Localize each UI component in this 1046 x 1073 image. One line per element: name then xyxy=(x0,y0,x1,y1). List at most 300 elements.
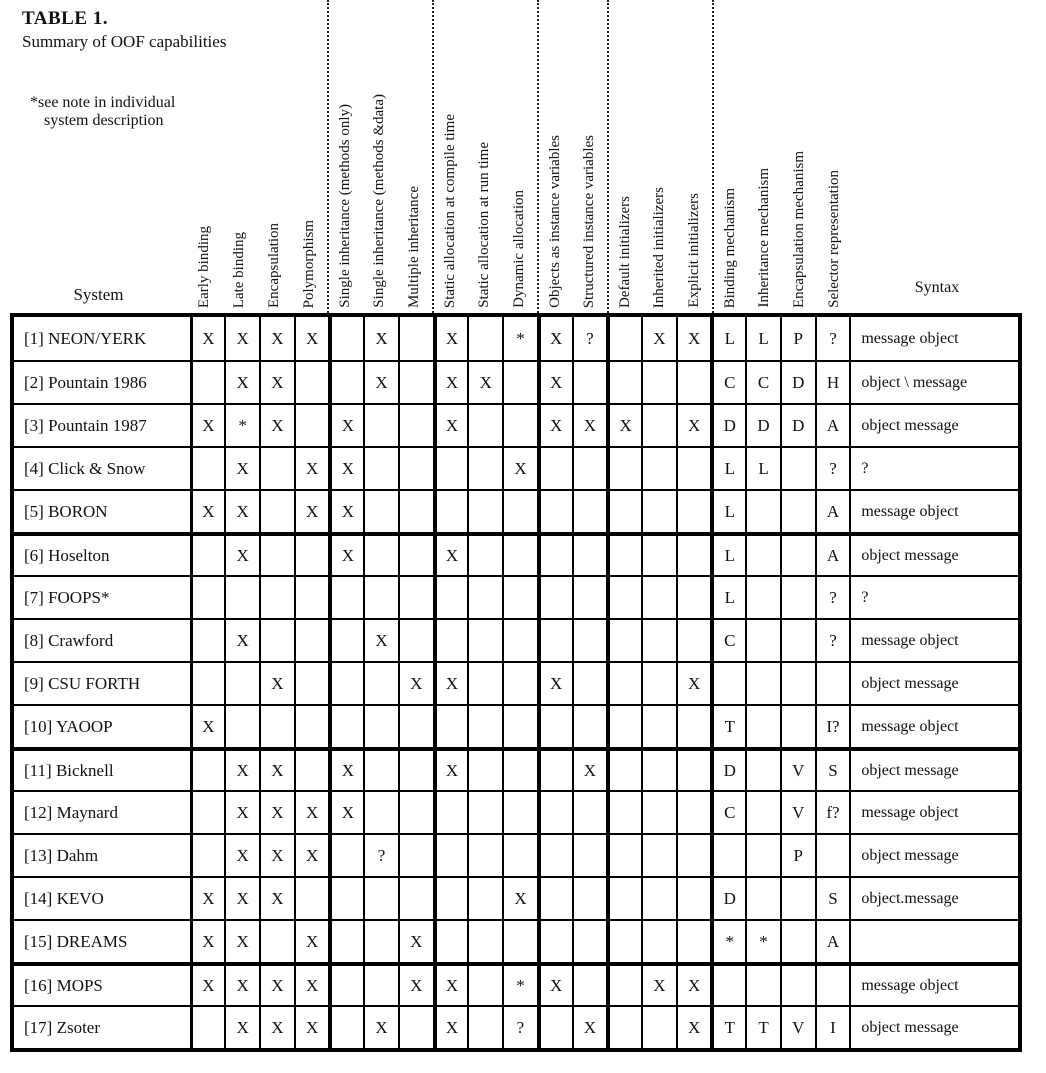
capability-cell xyxy=(502,706,537,747)
capability-cell xyxy=(328,706,363,747)
capability-cell: X xyxy=(572,1007,607,1048)
capability-cell xyxy=(328,362,363,403)
capability-cell: X xyxy=(676,405,711,446)
rotated-column-header xyxy=(572,0,607,313)
capability-cell xyxy=(780,663,815,704)
capability-cell xyxy=(780,577,815,618)
capability-cell xyxy=(467,1007,502,1048)
capability-cell xyxy=(467,966,502,1005)
system-name-cell: [14] KEVO xyxy=(24,888,104,908)
capability-cell xyxy=(606,362,641,403)
rotated-column-header-label: Binding mechanism xyxy=(722,187,738,308)
capability-cell: X xyxy=(676,966,711,1005)
capability-cell xyxy=(537,577,572,618)
capability-cell xyxy=(190,751,225,790)
capability-cell xyxy=(502,921,537,962)
capability-cell xyxy=(641,835,676,876)
capability-cell: X xyxy=(676,317,711,360)
syntax-cell: object message xyxy=(849,663,1018,704)
column-header-row xyxy=(10,0,1022,313)
capability-cell: D xyxy=(780,362,815,403)
rotated-column-header xyxy=(817,0,852,313)
capability-cell xyxy=(710,966,745,1005)
capability-cell xyxy=(572,792,607,833)
capability-cell: T xyxy=(745,1007,780,1048)
capability-cell: X xyxy=(572,751,607,790)
capability-cell xyxy=(467,835,502,876)
table-row xyxy=(14,489,1018,532)
system-name-cell: [7] FOOPS* xyxy=(24,587,110,607)
capability-cell: X xyxy=(328,792,363,833)
capability-cell xyxy=(641,706,676,747)
rotated-column-header-label: Dynamic allocation xyxy=(511,190,527,308)
capability-cell xyxy=(606,921,641,962)
syntax-cell: object message xyxy=(849,751,1018,790)
syntax-cell: object message xyxy=(849,536,1018,575)
capability-cell xyxy=(780,448,815,489)
syntax-cell: object.message xyxy=(849,878,1018,919)
capability-cell xyxy=(259,448,294,489)
capability-cell xyxy=(433,448,468,489)
capability-cell: L xyxy=(745,317,780,360)
capability-cell xyxy=(676,577,711,618)
capability-cell xyxy=(641,1007,676,1048)
capability-cell xyxy=(467,921,502,962)
capability-cell: T xyxy=(710,706,745,747)
capability-cell: X xyxy=(259,792,294,833)
capability-cell: X xyxy=(363,620,398,661)
capability-cell: X xyxy=(433,536,468,575)
system-name-cell: [17] Zsoter xyxy=(24,1017,101,1037)
system-name-cell: [8] Crawford xyxy=(24,630,114,650)
capability-cell: X xyxy=(328,751,363,790)
capability-cell xyxy=(572,706,607,747)
rotated-column-header xyxy=(502,0,537,313)
capability-cell xyxy=(467,491,502,532)
capability-cell xyxy=(363,536,398,575)
capability-cell xyxy=(745,835,780,876)
capability-cell: X xyxy=(224,751,259,790)
capability-cell: X xyxy=(537,362,572,403)
capability-cell xyxy=(780,620,815,661)
capability-cell xyxy=(641,878,676,919)
capability-cell xyxy=(328,620,363,661)
capability-cell: A xyxy=(815,491,850,532)
capability-cell xyxy=(224,663,259,704)
capability-cell: X xyxy=(259,751,294,790)
capability-cell xyxy=(398,706,433,747)
rotated-column-header xyxy=(642,0,677,313)
capability-cell xyxy=(190,792,225,833)
table-row xyxy=(14,618,1018,661)
capability-cell xyxy=(328,966,363,1005)
rotated-column-header xyxy=(292,0,327,313)
capability-cell: A xyxy=(815,405,850,446)
rotated-column-header-label: Objects as instance variables xyxy=(547,135,563,308)
capability-cell xyxy=(467,706,502,747)
capability-cell: X xyxy=(190,491,225,532)
capability-cell xyxy=(606,878,641,919)
capability-cell: X xyxy=(641,317,676,360)
capability-cell: X xyxy=(398,966,433,1005)
capability-cell xyxy=(294,536,329,575)
capability-cell xyxy=(676,835,711,876)
capability-cell: ? xyxy=(815,577,850,618)
capability-cell: X xyxy=(294,835,329,876)
capability-cell xyxy=(606,663,641,704)
capability-cell: C xyxy=(710,620,745,661)
capability-cell xyxy=(710,663,745,704)
capability-cell xyxy=(815,835,850,876)
capability-cell: X xyxy=(294,491,329,532)
capability-cell: V xyxy=(780,751,815,790)
capability-cell: X xyxy=(294,921,329,962)
table-title: TABLE 1. xyxy=(22,8,109,29)
capability-cell xyxy=(467,448,502,489)
capability-cell xyxy=(676,536,711,575)
capability-cell: X xyxy=(572,405,607,446)
capability-cell xyxy=(780,921,815,962)
capability-cell xyxy=(363,577,398,618)
rotated-column-header xyxy=(362,0,397,313)
capability-cell xyxy=(537,1007,572,1048)
capability-cell: X xyxy=(433,751,468,790)
capability-cell: X xyxy=(294,317,329,360)
capability-cell: X xyxy=(190,405,225,446)
capability-cell xyxy=(502,835,537,876)
table-row xyxy=(14,317,1018,360)
capability-cell: D xyxy=(710,878,745,919)
capability-cell xyxy=(190,663,225,704)
capability-cell: * xyxy=(502,966,537,1005)
table-row xyxy=(14,919,1018,962)
capability-cell xyxy=(502,792,537,833)
table-row xyxy=(14,446,1018,489)
capability-cell: V xyxy=(780,1007,815,1048)
capability-cell: ? xyxy=(815,620,850,661)
capability-cell xyxy=(606,491,641,532)
capability-cell: X xyxy=(259,317,294,360)
capability-cell: X xyxy=(398,921,433,962)
capability-cell xyxy=(502,663,537,704)
capability-cell xyxy=(780,966,815,1005)
capability-cell xyxy=(641,448,676,489)
capability-cell xyxy=(537,751,572,790)
capability-cell xyxy=(328,317,363,360)
capability-cell: X xyxy=(537,405,572,446)
capability-cell xyxy=(537,921,572,962)
capability-cell xyxy=(641,792,676,833)
capability-cell xyxy=(780,536,815,575)
system-name-cell: [13] Dahm xyxy=(24,845,99,865)
syntax-cell: ? xyxy=(849,577,1018,618)
capability-cell xyxy=(467,620,502,661)
capability-cell xyxy=(190,1007,225,1048)
capability-cell: L xyxy=(710,317,745,360)
capability-cell xyxy=(467,405,502,446)
syntax-cell: message object xyxy=(849,491,1018,532)
capability-cell xyxy=(224,577,259,618)
system-name-cell: [5] BORON xyxy=(24,501,108,521)
capability-cell: I xyxy=(815,1007,850,1048)
rotated-column-header-label: Explicit initializers xyxy=(686,193,702,308)
capability-cell: I? xyxy=(815,706,850,747)
table-row xyxy=(14,360,1018,403)
capability-cell: X xyxy=(224,448,259,489)
rotated-column-header xyxy=(677,0,712,313)
capability-cell xyxy=(641,620,676,661)
capability-cell xyxy=(190,620,225,661)
syntax-cell: object message xyxy=(849,1007,1018,1048)
capability-cell: X xyxy=(398,663,433,704)
capability-cell xyxy=(224,706,259,747)
capability-cell: ? xyxy=(815,448,850,489)
capability-cell xyxy=(572,362,607,403)
table-row xyxy=(14,790,1018,833)
capability-cell: X xyxy=(294,966,329,1005)
capability-cell: X xyxy=(294,448,329,489)
capability-cell xyxy=(572,921,607,962)
capability-cell xyxy=(606,448,641,489)
capability-cell: X xyxy=(502,448,537,489)
capability-cell xyxy=(259,921,294,962)
capability-cell xyxy=(641,751,676,790)
capability-cell xyxy=(259,706,294,747)
system-column-header: System xyxy=(73,285,124,304)
table-row xyxy=(14,962,1018,1005)
capability-cell: D xyxy=(710,405,745,446)
capability-cell: X xyxy=(294,792,329,833)
capability-cell xyxy=(363,792,398,833)
capability-cell: X xyxy=(190,317,225,360)
capability-cell xyxy=(433,620,468,661)
capability-cell xyxy=(433,706,468,747)
rotated-column-header xyxy=(747,0,782,313)
capability-cell xyxy=(745,706,780,747)
syntax-cell: message object xyxy=(849,317,1018,360)
capability-cell: L xyxy=(710,536,745,575)
rotated-column-header-label: Structured instance variables xyxy=(581,134,597,308)
capability-cell xyxy=(363,921,398,962)
capability-cell xyxy=(537,448,572,489)
rotated-column-header-label: Early binding xyxy=(196,225,212,308)
capability-cell: X xyxy=(259,966,294,1005)
system-name-cell: [12] Maynard xyxy=(24,802,118,822)
capability-cell: * xyxy=(745,921,780,962)
table-row xyxy=(14,1005,1018,1048)
capability-cell xyxy=(572,878,607,919)
capability-cell: P xyxy=(780,317,815,360)
capability-cell xyxy=(398,620,433,661)
syntax-cell: ? xyxy=(849,448,1018,489)
capability-cell: X xyxy=(433,966,468,1005)
capability-cell xyxy=(328,835,363,876)
capability-cell xyxy=(398,751,433,790)
system-name-cell: [2] Pountain 1986 xyxy=(24,372,147,392)
capability-cell xyxy=(398,792,433,833)
capability-cell xyxy=(780,878,815,919)
rotated-column-header-label: Encapsulation xyxy=(266,223,282,308)
capability-cell xyxy=(537,835,572,876)
capability-cell xyxy=(398,1007,433,1048)
capability-cell: X xyxy=(433,362,468,403)
capability-cell: X xyxy=(328,536,363,575)
capability-cell: L xyxy=(745,448,780,489)
capability-cell xyxy=(398,536,433,575)
capability-cell xyxy=(641,536,676,575)
capability-cell: ? xyxy=(572,317,607,360)
syntax-column-header: Syntax xyxy=(914,279,960,296)
capability-cell xyxy=(572,620,607,661)
capability-cell: D xyxy=(745,405,780,446)
table-row xyxy=(14,661,1018,704)
syntax-cell: object message xyxy=(849,405,1018,446)
rotated-column-header xyxy=(187,0,222,313)
capabilities-table xyxy=(10,313,1022,1052)
capability-cell xyxy=(294,405,329,446)
capability-cell: X xyxy=(363,362,398,403)
rotated-column-header-label: Selector representation xyxy=(826,170,842,308)
table-row xyxy=(14,747,1018,790)
capability-cell xyxy=(606,536,641,575)
capability-cell: * xyxy=(224,405,259,446)
capability-cell: L xyxy=(710,577,745,618)
capability-cell: X xyxy=(328,491,363,532)
capability-cell xyxy=(190,448,225,489)
capability-cell xyxy=(676,491,711,532)
capability-cell: X xyxy=(641,966,676,1005)
capability-cell: C xyxy=(745,362,780,403)
capability-cell xyxy=(363,663,398,704)
capability-cell: A xyxy=(815,921,850,962)
capability-cell xyxy=(745,878,780,919)
capability-cell xyxy=(363,966,398,1005)
capability-cell xyxy=(537,620,572,661)
capability-cell: X xyxy=(190,921,225,962)
rotated-column-header-label: Single inheritance (methods only) xyxy=(337,104,353,308)
system-name-cell: [4] Click & Snow xyxy=(24,458,146,478)
system-name-cell: [1] NEON/YERK xyxy=(24,328,147,348)
rotated-column-header-label: Static allocation at run time xyxy=(476,142,492,308)
table-row xyxy=(14,575,1018,618)
capability-cell xyxy=(745,792,780,833)
capability-cell xyxy=(641,577,676,618)
capability-cell xyxy=(190,835,225,876)
capability-cell xyxy=(259,491,294,532)
rotated-column-header-label: Multiple inheritance xyxy=(406,185,422,308)
capability-cell xyxy=(398,448,433,489)
rotated-column-header xyxy=(432,0,467,313)
table-row xyxy=(14,833,1018,876)
capability-cell: ? xyxy=(363,835,398,876)
capability-cell: X xyxy=(224,536,259,575)
capability-cell xyxy=(363,878,398,919)
table-row xyxy=(14,704,1018,747)
capability-cell xyxy=(398,491,433,532)
capability-cell: X xyxy=(259,835,294,876)
capability-cell xyxy=(745,620,780,661)
capability-cell xyxy=(467,577,502,618)
capability-cell xyxy=(572,835,607,876)
capability-cell: L xyxy=(710,448,745,489)
capability-cell: ? xyxy=(815,317,850,360)
capability-cell xyxy=(502,620,537,661)
capability-cell: * xyxy=(502,317,537,360)
capability-cell: f? xyxy=(815,792,850,833)
capability-cell: X xyxy=(190,878,225,919)
capability-cell xyxy=(710,835,745,876)
capability-cell: X xyxy=(363,1007,398,1048)
capability-cell xyxy=(328,878,363,919)
capability-cell xyxy=(572,577,607,618)
capability-cell xyxy=(328,1007,363,1048)
capability-cell: X xyxy=(259,362,294,403)
capability-cell: C xyxy=(710,362,745,403)
capability-cell xyxy=(398,577,433,618)
capability-cell xyxy=(398,878,433,919)
syntax-cell xyxy=(849,921,1018,962)
capability-cell xyxy=(676,751,711,790)
capability-cell xyxy=(641,491,676,532)
capability-cell xyxy=(363,751,398,790)
table-row xyxy=(14,403,1018,446)
syntax-cell: object message xyxy=(849,835,1018,876)
capability-cell: X xyxy=(259,663,294,704)
rotated-column-header xyxy=(467,0,502,313)
capability-cell: X xyxy=(606,405,641,446)
capability-cell: ? xyxy=(502,1007,537,1048)
capability-cell xyxy=(676,706,711,747)
capability-cell: X xyxy=(259,405,294,446)
system-name-cell: [3] Pountain 1987 xyxy=(24,415,147,435)
capability-cell xyxy=(398,835,433,876)
capability-cell xyxy=(259,620,294,661)
capability-cell: X xyxy=(224,792,259,833)
capability-cell: X xyxy=(537,663,572,704)
capability-cell xyxy=(502,362,537,403)
capability-cell xyxy=(745,491,780,532)
capability-cell xyxy=(433,878,468,919)
rotated-column-header-label: Late binding xyxy=(231,231,247,308)
capability-cell xyxy=(398,405,433,446)
capability-cell: D xyxy=(710,751,745,790)
capability-cell: X xyxy=(433,317,468,360)
capability-cell: X xyxy=(190,966,225,1005)
capability-cell xyxy=(780,706,815,747)
capability-cell xyxy=(606,835,641,876)
capability-cell xyxy=(433,835,468,876)
capability-cell: X xyxy=(190,706,225,747)
capability-cell: P xyxy=(780,835,815,876)
capability-cell xyxy=(815,663,850,704)
capability-cell: X xyxy=(224,835,259,876)
capability-cell: X xyxy=(224,966,259,1005)
capability-cell: X xyxy=(467,362,502,403)
capability-cell xyxy=(190,577,225,618)
capability-cell xyxy=(641,405,676,446)
capability-cell xyxy=(745,663,780,704)
capability-cell xyxy=(745,536,780,575)
capability-cell: * xyxy=(710,921,745,962)
capability-cell: X xyxy=(433,663,468,704)
capability-cell: X xyxy=(224,921,259,962)
syntax-cell: message object xyxy=(849,620,1018,661)
footnote-line1: *see note in individual xyxy=(30,94,176,111)
rotated-column-header-label: Single inheritance (methods &data) xyxy=(371,94,387,308)
capability-cell xyxy=(606,577,641,618)
capability-cell: X xyxy=(224,620,259,661)
rotated-column-header xyxy=(222,0,257,313)
